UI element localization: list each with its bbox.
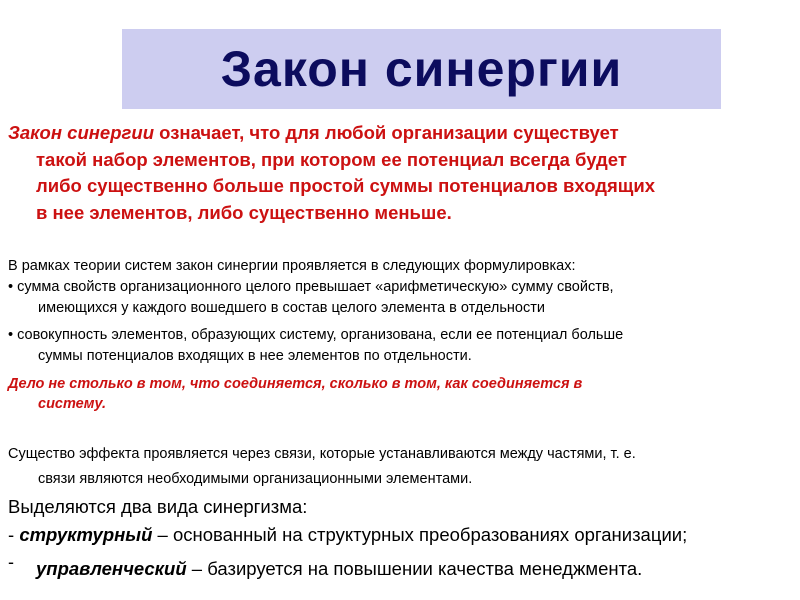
emphasis-quote xyxy=(8,374,793,414)
emphasis-line-2: систему. xyxy=(38,396,107,412)
types-lead: Выделяются два вида синергизма: xyxy=(8,496,308,517)
intro-line-1-text: означает, что для любой организации существует xyxy=(154,122,619,143)
formulations-lead: В рамках теории систем закон синергии проявляется в следующих формулировках: xyxy=(8,258,576,274)
type-structural-desc: – основанный на структурных преобразованиях организации; xyxy=(152,524,688,545)
page-title: Закон синергии xyxy=(220,41,623,97)
intro-line-2: такой набор элементов, при котором ее потенциал всегда будет xyxy=(36,148,627,170)
intro-line-1 xyxy=(8,120,793,147)
type-management-marker: - xyxy=(8,552,14,572)
title-banner xyxy=(122,29,721,109)
formulation-item-1: • сумма свойств организационного целого превышает «арифметическую» сумму свойств, xyxy=(8,279,614,295)
essence-line-1: Существо эффекта проявляется через связи, которые устанавливаются между частями, т. е. xyxy=(8,446,636,462)
intro-line-3: либо существенно больше простой суммы потенциалов входящих xyxy=(36,175,656,196)
essence-line-2: связи являются необходимыми организационными элементами. xyxy=(38,471,473,487)
formulation-item-2-cont: суммы потенциалов входящих в нее элементов по отдельности. xyxy=(38,348,472,364)
type-management xyxy=(36,556,800,582)
intro-line-4: в нее элементов, либо существенно меньше. xyxy=(36,201,452,223)
formulation-item-1-cont: имеющихся у каждого вошедшего в состав целого элемента в отдельности xyxy=(38,300,545,316)
type-management-desc: – базируется на повышении качества менеджмента. xyxy=(186,558,643,579)
type-structural-term: структурный xyxy=(19,524,153,545)
formulations-block xyxy=(8,256,793,367)
intro-term: Закон синергии xyxy=(8,122,154,143)
type-structural-prefix: - xyxy=(8,524,20,545)
intro-definition xyxy=(8,120,793,226)
emphasis-line-1: Дело не столько в том, что соединяется, сколько в том, как соединяется в xyxy=(8,376,583,392)
formulation-item-2: • совокупность элементов, образующих систему, организована, если ее потенциал больше xyxy=(8,327,624,343)
type-management-term: управленческий xyxy=(36,558,187,579)
essence-block xyxy=(8,444,793,490)
type-structural xyxy=(8,522,793,548)
